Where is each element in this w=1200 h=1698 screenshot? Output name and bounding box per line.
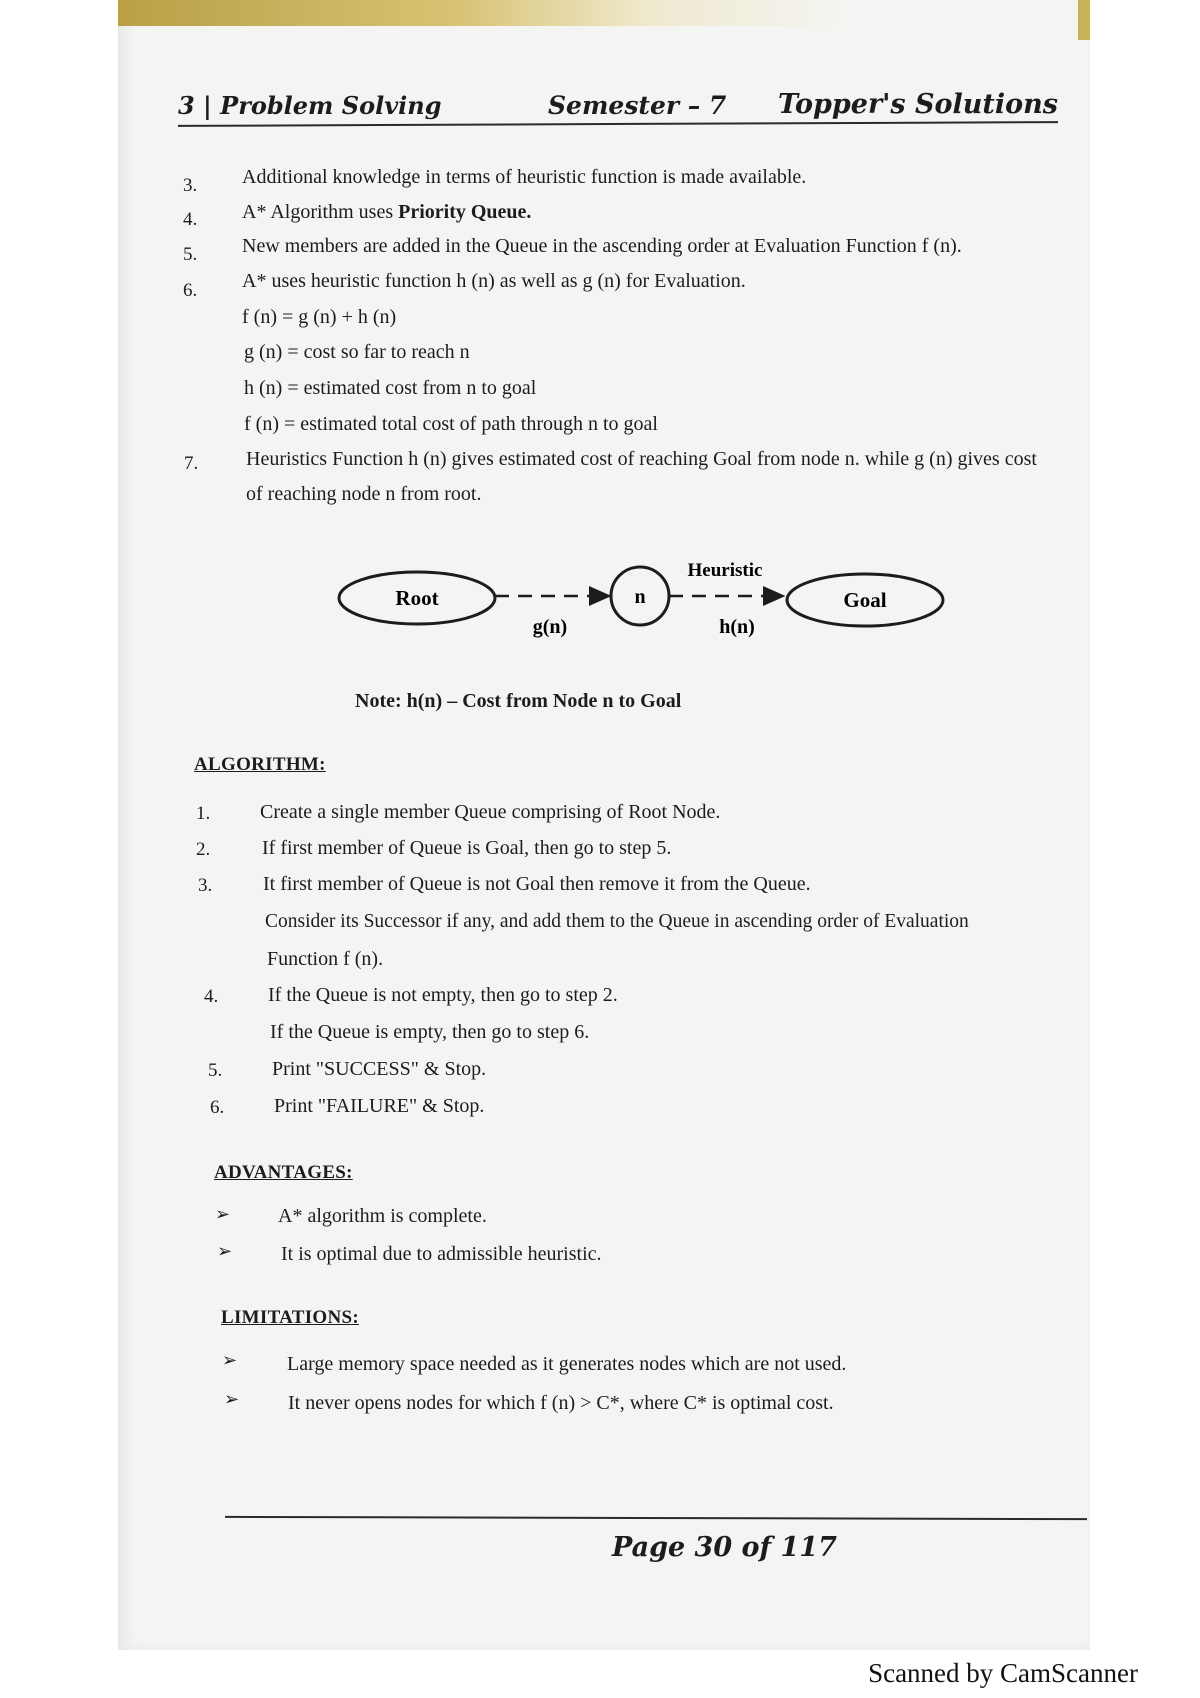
- goal-label: Goal: [843, 588, 887, 612]
- page-right-edge: [1078, 0, 1090, 40]
- header-semester: Semester – 7: [548, 91, 727, 120]
- root-label: Root: [395, 586, 439, 610]
- formula-line: f (n) = estimated total cost of path through n to goal: [244, 413, 658, 435]
- step-text: Print "FAILURE" & Stop.: [274, 1095, 485, 1117]
- limitation-item: It never opens nodes for which f (n) > C*, where C* is optimal cost.: [288, 1392, 834, 1414]
- h-of-n-label: h(n): [719, 616, 755, 638]
- scanner-watermark: Scanned by CamScanner: [868, 1658, 1138, 1688]
- point-text: New members are added in the Queue in the ascending order at Evaluation Function f (n).: [242, 235, 962, 257]
- bullet-arrow-icon: ➢: [217, 1241, 233, 1262]
- point-text: [242, 201, 531, 224]
- point-text: A* uses heuristic function h (n) as well as g (n) for Evaluation.: [242, 270, 746, 292]
- limitations-heading: LIMITATIONS:: [221, 1307, 360, 1328]
- page-header: [178, 82, 1058, 126]
- page-number: Page 30 of 117: [612, 1532, 837, 1563]
- step-number: 1.: [196, 803, 211, 824]
- step-text: Create a single member Queue comprising of Root Node.: [260, 801, 721, 823]
- step-text-continued: Consider its Successor if any, and add them to the Queue in ascending order of Evaluation: [265, 911, 969, 932]
- point-number: 5.: [183, 244, 198, 265]
- advantage-item: A* algorithm is complete.: [278, 1205, 487, 1227]
- step-number: 5.: [208, 1060, 223, 1081]
- header-publisher: Topper's Solutions: [778, 89, 1058, 120]
- point-number: 7.: [184, 453, 199, 474]
- point-number: 6.: [183, 280, 198, 301]
- diagram-svg: [335, 548, 955, 658]
- step-text-continued: If the Queue is empty, then go to step 6.: [270, 1021, 590, 1043]
- advantages-heading: ADVANTAGES:: [214, 1162, 353, 1183]
- point-text-plain: A* Algorithm uses: [242, 201, 399, 223]
- point-number: 4.: [183, 209, 198, 230]
- g-of-n-label: g(n): [532, 616, 568, 638]
- formula-line: g (n) = cost so far to reach n: [244, 341, 470, 363]
- point-text: Additional knowledge in terms of heuristic function is made available.: [242, 166, 807, 188]
- step-number: 6.: [210, 1097, 225, 1118]
- limitation-item: Large memory space needed as it generates nodes which are not used.: [287, 1353, 847, 1375]
- bullet-arrow-icon: ➢: [222, 1350, 238, 1371]
- step-text-continued: Function f (n).: [267, 948, 384, 970]
- point-number: 3.: [183, 175, 198, 196]
- astar-diagram: [335, 548, 955, 658]
- step-text: If the Queue is not empty, then go to step 2.: [268, 984, 618, 1006]
- point-text-bold: Priority Queue.: [398, 201, 532, 223]
- heuristic-label: Heuristic: [687, 560, 763, 581]
- step-number: 4.: [204, 986, 219, 1007]
- header-chapter: 3 | Problem Solving: [178, 91, 442, 120]
- step-number: 3.: [198, 875, 213, 896]
- node-n-label: n: [634, 586, 646, 608]
- bullet-arrow-icon: ➢: [215, 1204, 231, 1225]
- diagram-note: Note: h(n) – Cost from Node n to Goal: [355, 690, 682, 712]
- step-text: If first member of Queue is Goal, then go to step 5.: [262, 837, 672, 859]
- advantage-item: It is optimal due to admissible heuristic.: [281, 1243, 602, 1265]
- step-text: Print "SUCCESS" & Stop.: [272, 1058, 487, 1080]
- formula-line: h (n) = estimated cost from n to goal: [244, 377, 537, 399]
- step-number: 2.: [196, 839, 211, 860]
- point-text: Heuristics Function h (n) gives estimated cost of reaching Goal from node n. while g (n) gives cost: [246, 448, 1037, 470]
- step-text: It first member of Queue is not Goal then remove it from the Queue.: [263, 873, 811, 895]
- point-text-continued: of reaching node n from root.: [246, 483, 482, 505]
- algorithm-heading: ALGORITHM:: [194, 754, 326, 775]
- formula-line: f (n) = g (n) + h (n): [242, 306, 397, 328]
- bullet-arrow-icon: ➢: [224, 1389, 240, 1410]
- page-top-edge: [118, 0, 1090, 26]
